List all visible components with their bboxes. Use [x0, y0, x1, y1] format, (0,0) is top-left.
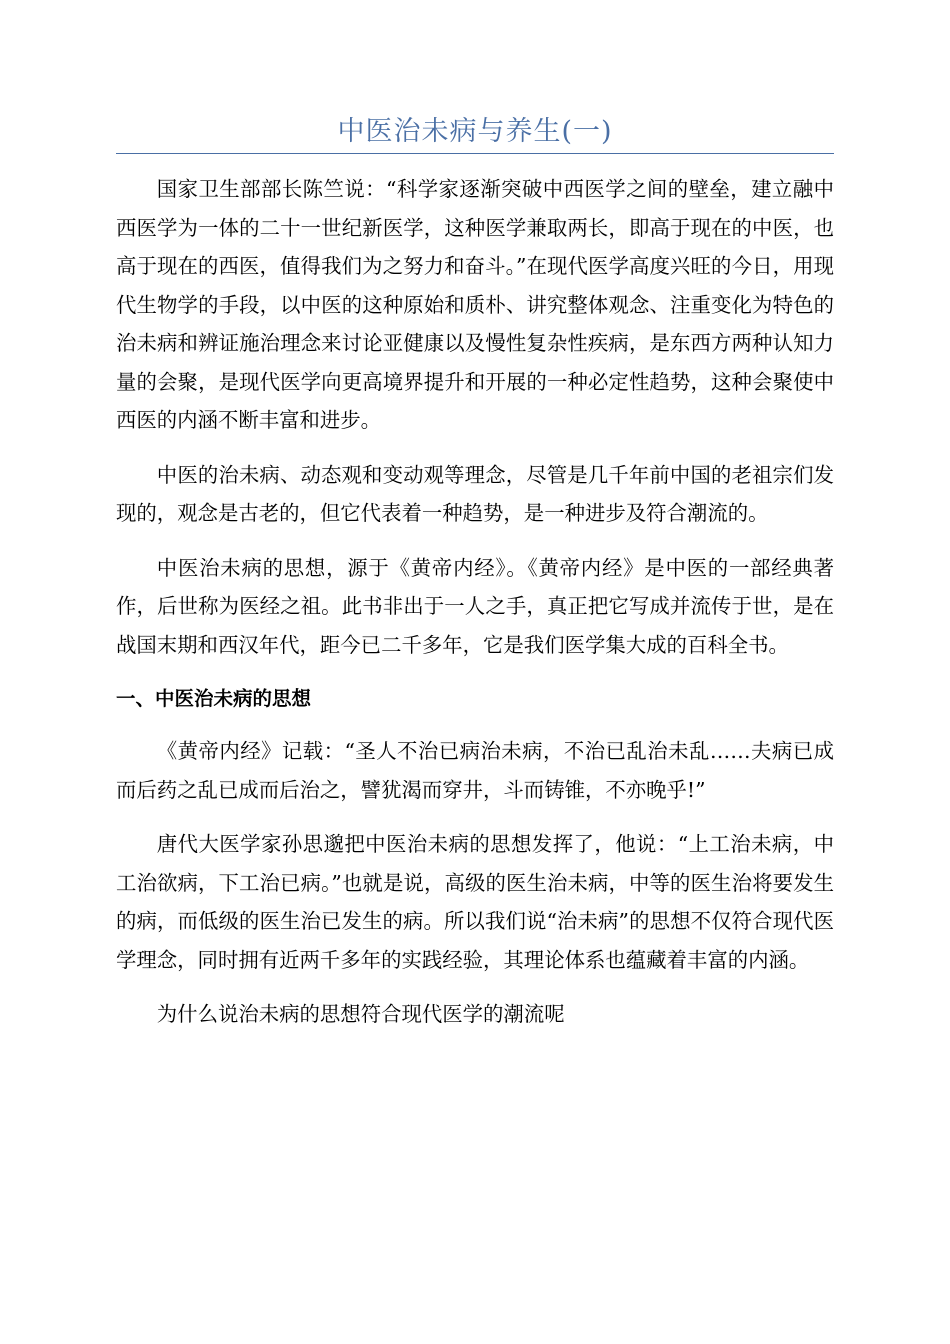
paragraph-3: 中医治未病的思想，源于《黄帝内经》。《黄帝内经》是中医的一部经典著作，后世称为医经之祖。此书非出于一人之手，真正把它写成并流传于世，是在战国末期和西汉年代，距今已二千多年，它是我们医学集大成的百科全书。	[116, 555, 834, 657]
title-underline	[116, 153, 834, 154]
section-heading: 一、中医治未病的思想	[116, 687, 312, 710]
section-paragraph-1: 《黄帝内经》记载：“圣人不治已病治未病，不治已乱治未乱……夫病已成而后药之乱已成而后治之，譬犹渴而穿井，斗而铸锥，不亦晚乎!”	[116, 739, 834, 802]
document-body	[116, 170, 834, 1050]
page-title: 中医治未病与养生(一)	[337, 116, 613, 147]
section-paragraph-2: 唐代大医学家孙思邈把中医治未病的思想发挥了，他说：“上工治未病，中工治欲病，下工治已病。”也就是说，高级的医生治未病，中等的医生治将要发生的病，而低级的医生治已发生的病。所以我们说“治未病”的思想不仅符合现代医学理念，同时拥有近两千多年的实践经验，其理论体系也蕴藏着丰富的内涵。	[116, 832, 834, 972]
section-paragraph-3: 为什么说治未病的思想符合现代医学的潮流呢	[156, 1002, 565, 1026]
paragraph-1: 国家卫生部部长陈竺说：“科学家逐渐突破中西医学之间的壁垒，建立融中西医学为一体的二十一世纪新医学，这种医学兼取两长，即高于现在的中医，也高于现在的西医，值得我们为之努力和奋斗。”在现代医学高度兴旺的今日，用现代生物学的手段，以中医的这种原始和质朴、讲究整体观念、注重变化为特色的治未病和辨证施治理念来讨论亚健康以及慢性复杂性疾病，是东西方两种认知力量的会聚，是现代医学向更高境界提升和开展的一种必定性趋势，这种会聚使中西医的内涵不断丰富和进步。	[116, 177, 834, 432]
paragraph-2: 中医的治未病、动态观和变动观等理念，尽管是几千年前中国的老祖宗们发现的，观念是古老的，但它代表着一种趋势，是一种进步及符合潮流的。	[116, 462, 834, 525]
